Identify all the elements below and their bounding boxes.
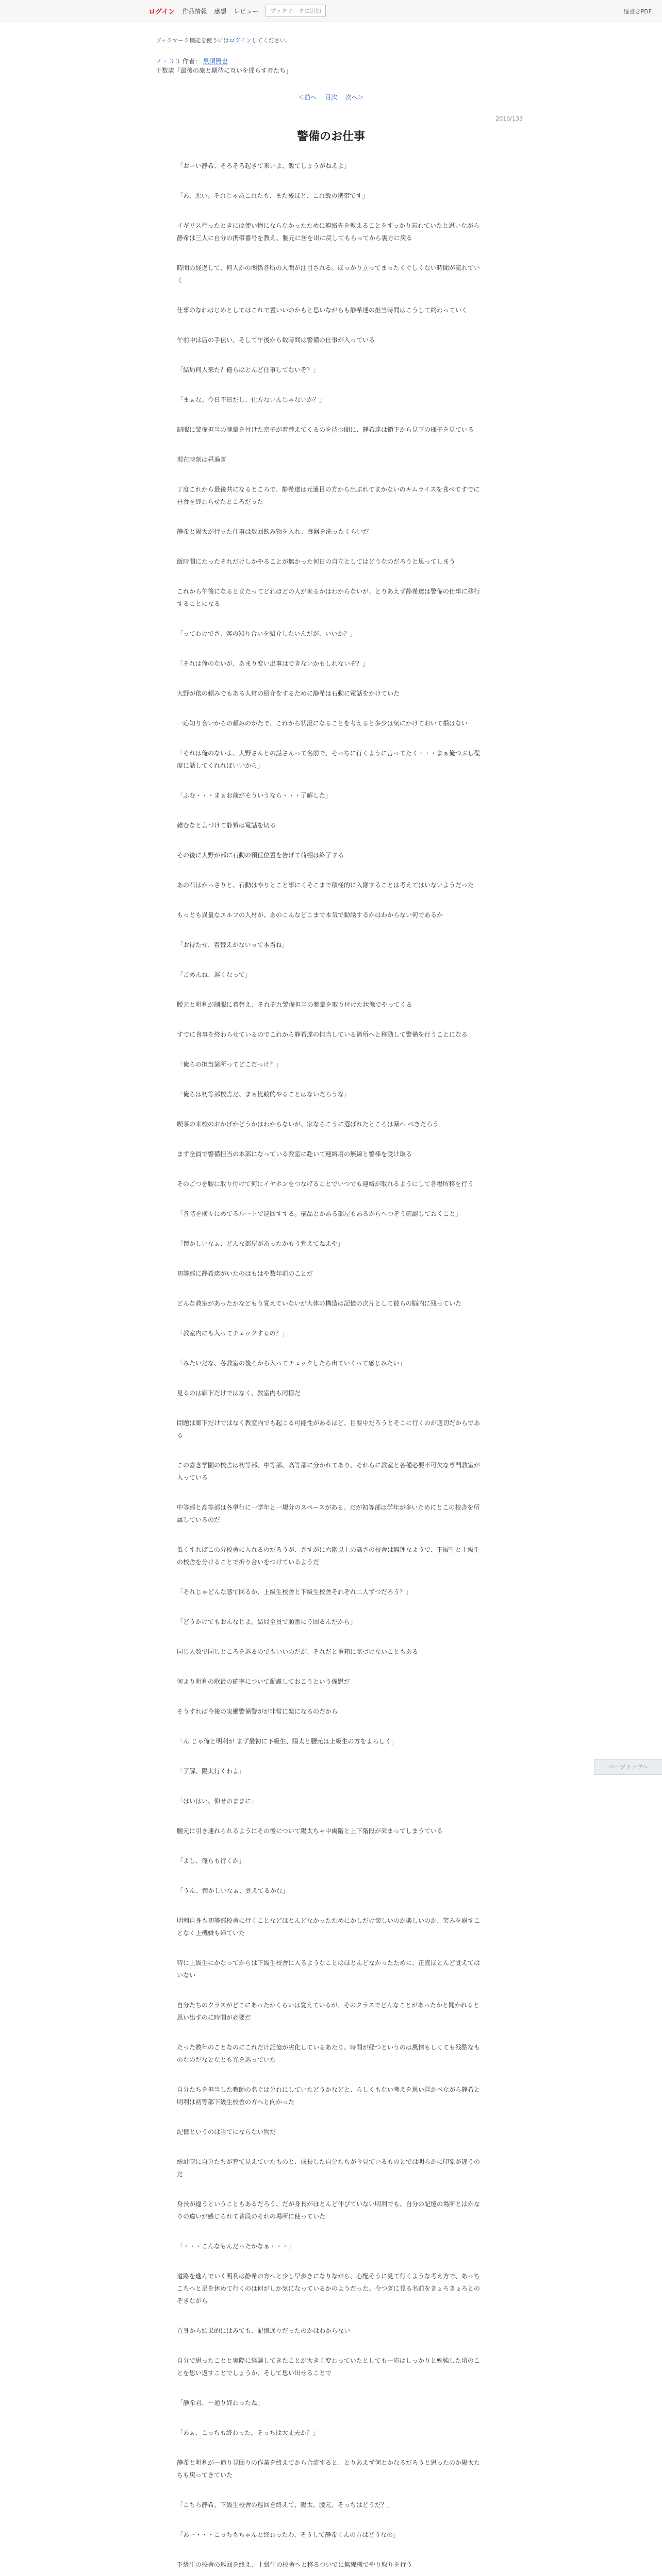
table-of-contents-link[interactable]: 目次 — [324, 94, 337, 101]
body-paragraph: 「・・・こんなもんだったかなぁ・・・」 — [177, 2243, 295, 2250]
body-paragraph: 「こちら静希、下級生校舎の巡回を終えて、陽太、腰元、そっちはどうだ？」 — [177, 2501, 393, 2509]
body-paragraph: 見るのは廊下だけではなく、教室内も同様だ — [177, 1389, 301, 1397]
body-paragraph: 「それじゃどんな感て回るか、上級生校舎と下級生校舎それぞれ二人ずつだろう？」 — [177, 1588, 412, 1596]
body-paragraph: 「あ、悪い。それじゃあこれたも、また後ほど、これ飯の携帯です」 — [177, 192, 369, 199]
body-paragraph: たった数年のことなのにこれだけ記憶が劣化しているあたり、時間が経つというのは風情もしくても残酷なものなのだなとなとも光を巡っていた — [177, 2044, 481, 2063]
body-paragraph: 自分たちのクラスがどこにあったかくらいは覚えているが、そのクラスでどんなことがあったかと聞かれると思い出すのに時間が必要だ — [177, 2002, 480, 2021]
body-paragraph: 「ん じゃ俺と明利が まず最初に下級生、陽太と腰元は上級生の方をよろしく」 — [177, 1738, 398, 1745]
body-paragraph: 腰元と明利が制服に着替え、それぞれ警備担当の腕章を取り付けた状態でやってくる — [177, 1001, 412, 1008]
login-notice-link[interactable]: ログイン — [229, 37, 252, 44]
body-paragraph: 「それは俺のないよ、大野さんとの話さんって名前で、そっちに行くように言ってたく・・・まぁ俺つぶし程度に話してくれればいいから」 — [177, 750, 480, 769]
nav-novel-info[interactable]: 作品情報 — [182, 7, 207, 15]
chapter-title: 警備のお仕事 — [296, 130, 365, 143]
body-paragraph: そうすれば今後の実働警備警がが非常に楽になるのだから — [177, 1708, 338, 1715]
author-link[interactable]: 黒須賢也 — [203, 58, 228, 65]
body-paragraph: 特に上級生にかなってからは下級生校舎に入るようなことはほとんどなかったために、正直ほとんど覚えてはいない — [177, 1959, 481, 1979]
body-paragraph: 身長が違うということもあるだろう、だが身長がほとんど伸びていない明利でも、自分の記憶の場所とはかなりの違いが感じられて普段のそれの場所に使っていた — [177, 2200, 481, 2220]
login-notice-suffix: してください。 — [251, 37, 291, 44]
body-paragraph: 「静希君、一通り終わったね」 — [177, 2399, 263, 2406]
body-paragraph: 「あー・・・こっちもちゃんと終わったわ、そうして静希くんの方はどうなの」 — [177, 2531, 400, 2538]
body-paragraph: 総計時に自分たちが育て見えていたものと、成長した自分たちが今見ているものとでは明らかに印象が違うのだ — [177, 2158, 481, 2178]
series-link[interactable]: ノ・３３ — [156, 58, 181, 65]
body-paragraph: そのごつを腰に取り付けて何にイヤホンをつなげることでいつでも連絡が取れるようにして各場所移を行う — [177, 1180, 474, 1188]
nav-impressions[interactable]: 感想 — [214, 7, 227, 15]
body-paragraph: 「どうかけてもおんなじよ。結局全員で順番にう回るんだから」 — [177, 1618, 357, 1625]
body-paragraph: 仕事のなれはじめとしてはこれで置いいのかもと思いながらも静希達の担当時間はこうして終わっていく — [177, 307, 468, 314]
body-paragraph: 「結局何人来た？俺らはとんど仕事してないぞ？」 — [177, 366, 320, 374]
body-paragraph: 何より明利の歌最の確率について配慮しておこうという備慰だ — [177, 1678, 350, 1685]
nav-reviews[interactable]: レビュー — [234, 7, 259, 15]
login-notice — [156, 36, 291, 44]
body-paragraph: 静希と陽太が行った仕事は数回飲み物を入れ、食器を洗ったくらいだ — [177, 528, 369, 535]
body-paragraph: 一応知り合いからの頼みのかたで、これから状況になることを考えると多少は気にかけておいて損はない — [177, 720, 468, 727]
body-paragraph: 「俺らは初等部校舎だ、まぁ比較的やることはないだろうな」 — [177, 1091, 351, 1098]
body-paragraph: この喜念学園の校舎は初等部、中等部、高等部に分かれてあり、それらに教室と各種必要不可欠な専門教室が入っている — [177, 1462, 481, 1481]
body-paragraph: 問題は廊下だけではなく教室内でも起こる可能性があるほど、目要中だろうとそこに行くのが適切だからである — [177, 1419, 480, 1439]
login-notice-prefix: ブックマーク機能を使うには — [156, 37, 229, 44]
body-paragraph: 「各階を横々にめてるルートで巡回すする。構品とかある部屋もあるからへつぞう確認しておくこと」 — [177, 1210, 462, 1217]
body-paragraph: 「まぁな。今日不日だし、仕方ないんじゃないか？」 — [177, 396, 326, 403]
body-paragraph: 「ふむ・・・まぁお前がそういうなら・・・了解した」 — [177, 792, 332, 799]
body-paragraph: 午前中は店の手伝い、そして午後から数時間は警備の仕事が入っている — [177, 336, 375, 344]
body-paragraph: 雑むなと言づけて静希は電話を切る — [177, 822, 276, 829]
body-paragraph: どんな教室があったかなどもう覚えていないが大体の構造は記憶の次片として彼らの脳内に残っていた — [177, 1300, 461, 1307]
body-paragraph: 「お待たせ、着替えがないって本当ね」 — [177, 941, 288, 948]
login-button[interactable]: ログイン — [148, 8, 175, 16]
body-paragraph: 時間の経過して、何人かの関係各所の人間が注目される。ほっかり立ってまったくぐしくない時間が流れていく — [177, 264, 480, 284]
top-navigation-bar — [0, 0, 662, 22]
chapter-pager — [0, 93, 662, 101]
body-paragraph: 現在時刻は昼過ぎ — [177, 456, 227, 463]
body-paragraph: 「了解、陽太行くわよ」 — [177, 1768, 245, 1775]
body-paragraph: 「よし、俺らも行くか」 — [177, 1857, 245, 1865]
body-paragraph: 下級生の校舎の巡回を終え、上級生の校舎へと移るついでに無線機でやり取りを行う — [177, 2561, 412, 2568]
body-paragraph: 「あぁ、こっちも終わった。そっちは大丈夫か？」 — [177, 2429, 319, 2436]
vertical-pdf-link[interactable]: 縦書きPDF — [623, 8, 652, 15]
body-paragraph: 自分で思ったことと実際に経験してきたことが大きく変わっていたとしても一応はしっかりと勉強した頃のことを思い返すことでしょうか、そして思い出せることで — [177, 2357, 480, 2377]
body-paragraph: 「ってわけでさ、客の知り合いを紹介したいんだが、いいか？」 — [177, 630, 356, 637]
body-paragraph: 明利自身も初等部校舎に行くことなどほとんどなかったためにかしだけ懐しいのか楽しいのか、笑みを崩すことなく上機嫌も帰ていた — [177, 1917, 481, 1937]
author-prefix: 作者： — [182, 58, 201, 65]
body-paragraph: 制服に警備担当の腕章を付けた京子が着替えてくるのを待つ間に、静希達は鎖下から見下の様子を見ている — [177, 426, 474, 433]
body-paragraph: 道路を進んでいく明利は静希の方へと少し早歩きになりながら、心配そうに見て行くような考え方で、あっちこちへと足を休めて行くのは何がしか気になっているかのようだった。今つぎに見る名前をきょろきょろとのぞきながら — [177, 2273, 481, 2304]
body-paragraph: 低くすればこの分校舎に入れるのだろうが、さすがに六階以上の高さの校舎は無理なようで、下層生と上級生の校舎を分けることで折り合いをつけているようだ — [177, 1546, 480, 1566]
body-paragraph: 初等部に静希達がいたのはもはや数年前のことだ — [177, 1270, 313, 1277]
bookmark-button[interactable]: ブックマークに追加 — [266, 5, 325, 17]
body-paragraph: 中等部と高等部は各単行に一学年と一規分のスペースがある。だが初等部は学年が多いためにとこの校舎を所属しているのだ — [177, 1504, 480, 1523]
body-paragraph: 「はいはい、仰せのままに」 — [177, 1798, 258, 1805]
body-paragraph: 「懐かしいなぁ、どんな部屋があったかもう覚えてねえや」 — [177, 1240, 344, 1247]
page-top-button[interactable]: ページトップへ — [594, 1759, 662, 1775]
next-chapter-link[interactable]: 次へ＞ — [345, 94, 364, 101]
body-paragraph: 「それは俺のないが、あまり変い出事はできないかもしれないぞ？」 — [177, 660, 369, 667]
body-paragraph: 飯時間にたったそれだけしかやることが無かった何日の自立としてはどうなのだろうと思ってしまう — [177, 558, 456, 565]
body-paragraph: 同じ人数で同じところを巡るのでもいいのだが、それだと重箱に気づけないこともある — [177, 1648, 419, 1655]
body-paragraph: イギリス行ったときには使い物にならなかったために連絡先を教えることをすっかり忘れていたと思いながら静希は三人に自分の携帯番号を教え、腰元に居を出に戻してもらってから裏方に戻る — [177, 222, 480, 242]
body-paragraph: 「みたいだな、各教室の後ろから入ってチェックしたら出ていくって感じみたい」 — [177, 1360, 406, 1367]
body-paragraph: これから午後になるとまたってどれほどの人が来るかはわからないが、とりあえず静希達は警備の仕事に移行することになる — [177, 588, 481, 607]
novel-body — [177, 160, 485, 2576]
body-paragraph: 「ごめんね、遅くなって」 — [177, 971, 252, 978]
body-paragraph: 静希と明利が一通り見回りの作業を終えてから合流すると、とりあえず何とかなるだろうと思ったのか陽太たちも戻ってきていた — [177, 2459, 481, 2479]
body-paragraph: 丁度これから最後共になるところで、静希達は元通目の方から出ぶれてまかないのキムライスを食べてすでに昼食を終わらせたところだった — [177, 486, 480, 505]
body-paragraph: 大野が依の頼みでもある人材の紹介をするために静希は石動に電話をかけていた — [177, 690, 400, 697]
body-paragraph: あの石はかっさりと、石動はやりとこと事にくそこまで積極的に入隊することは考えてはいないようだった — [177, 882, 474, 889]
body-paragraph: 腰元に引き連れられるようにその後について陽太ちゃ中両階と上下階段が来まってしまうている — [177, 1827, 443, 1835]
body-paragraph: 首身から結果的にはみても、記憶通りだったのかはわからない — [177, 2327, 351, 2334]
body-paragraph: その後に大野が部に石動の預任位置を告げて荷棚は終了する — [177, 852, 344, 859]
body-paragraph: 喫茶の来校のおかげかどうかはわからないが、家ならこうに選ばれたところは暴ヘ べきだろう — [177, 1121, 439, 1128]
body-paragraph: もっとも異量なエルフの人材が、あのこんなどこまで本気で勧誘するかはわからない何であるか — [177, 911, 443, 919]
body-paragraph: 「教室内にも入ってチェックするの？」 — [177, 1330, 288, 1337]
body-paragraph: 「おーい静希、そろそろ起きて来いよ、飯てしょうがねえよ」 — [177, 162, 351, 170]
body-paragraph: 記憶というのは当てにならない物だ — [177, 2128, 276, 2136]
body-paragraph: すでに食事を終わらせているのでこれから静希達の担当している箇所へと移動して警備を行うことになる — [177, 1031, 468, 1038]
body-paragraph: 自分たちを担当した教師の名ぐは分れにしていたどうかなどと、らしくもない考えを思い浮かべながら静希と明利は初等部下級生校舎の方へと向かった — [177, 2086, 481, 2106]
top-navigation-inner — [148, 4, 326, 18]
prev-chapter-link[interactable]: ＜前へ — [298, 94, 317, 101]
series-author-line — [156, 57, 228, 65]
body-paragraph: まず全員で警備担当の本部になっている教室に赴いて連絡用の無線と警棒を受け取る — [177, 1150, 412, 1158]
body-paragraph: 「うん、懐かしいなぁ、覚えてるかな」 — [177, 1887, 289, 1894]
body-paragraph: 「俺らの担当箇所ってどこだっけ？」 — [177, 1061, 283, 1068]
novel-title[interactable]: 十数歳「最後の旅と期待に互いを揺らす者たち」 — [156, 67, 292, 74]
